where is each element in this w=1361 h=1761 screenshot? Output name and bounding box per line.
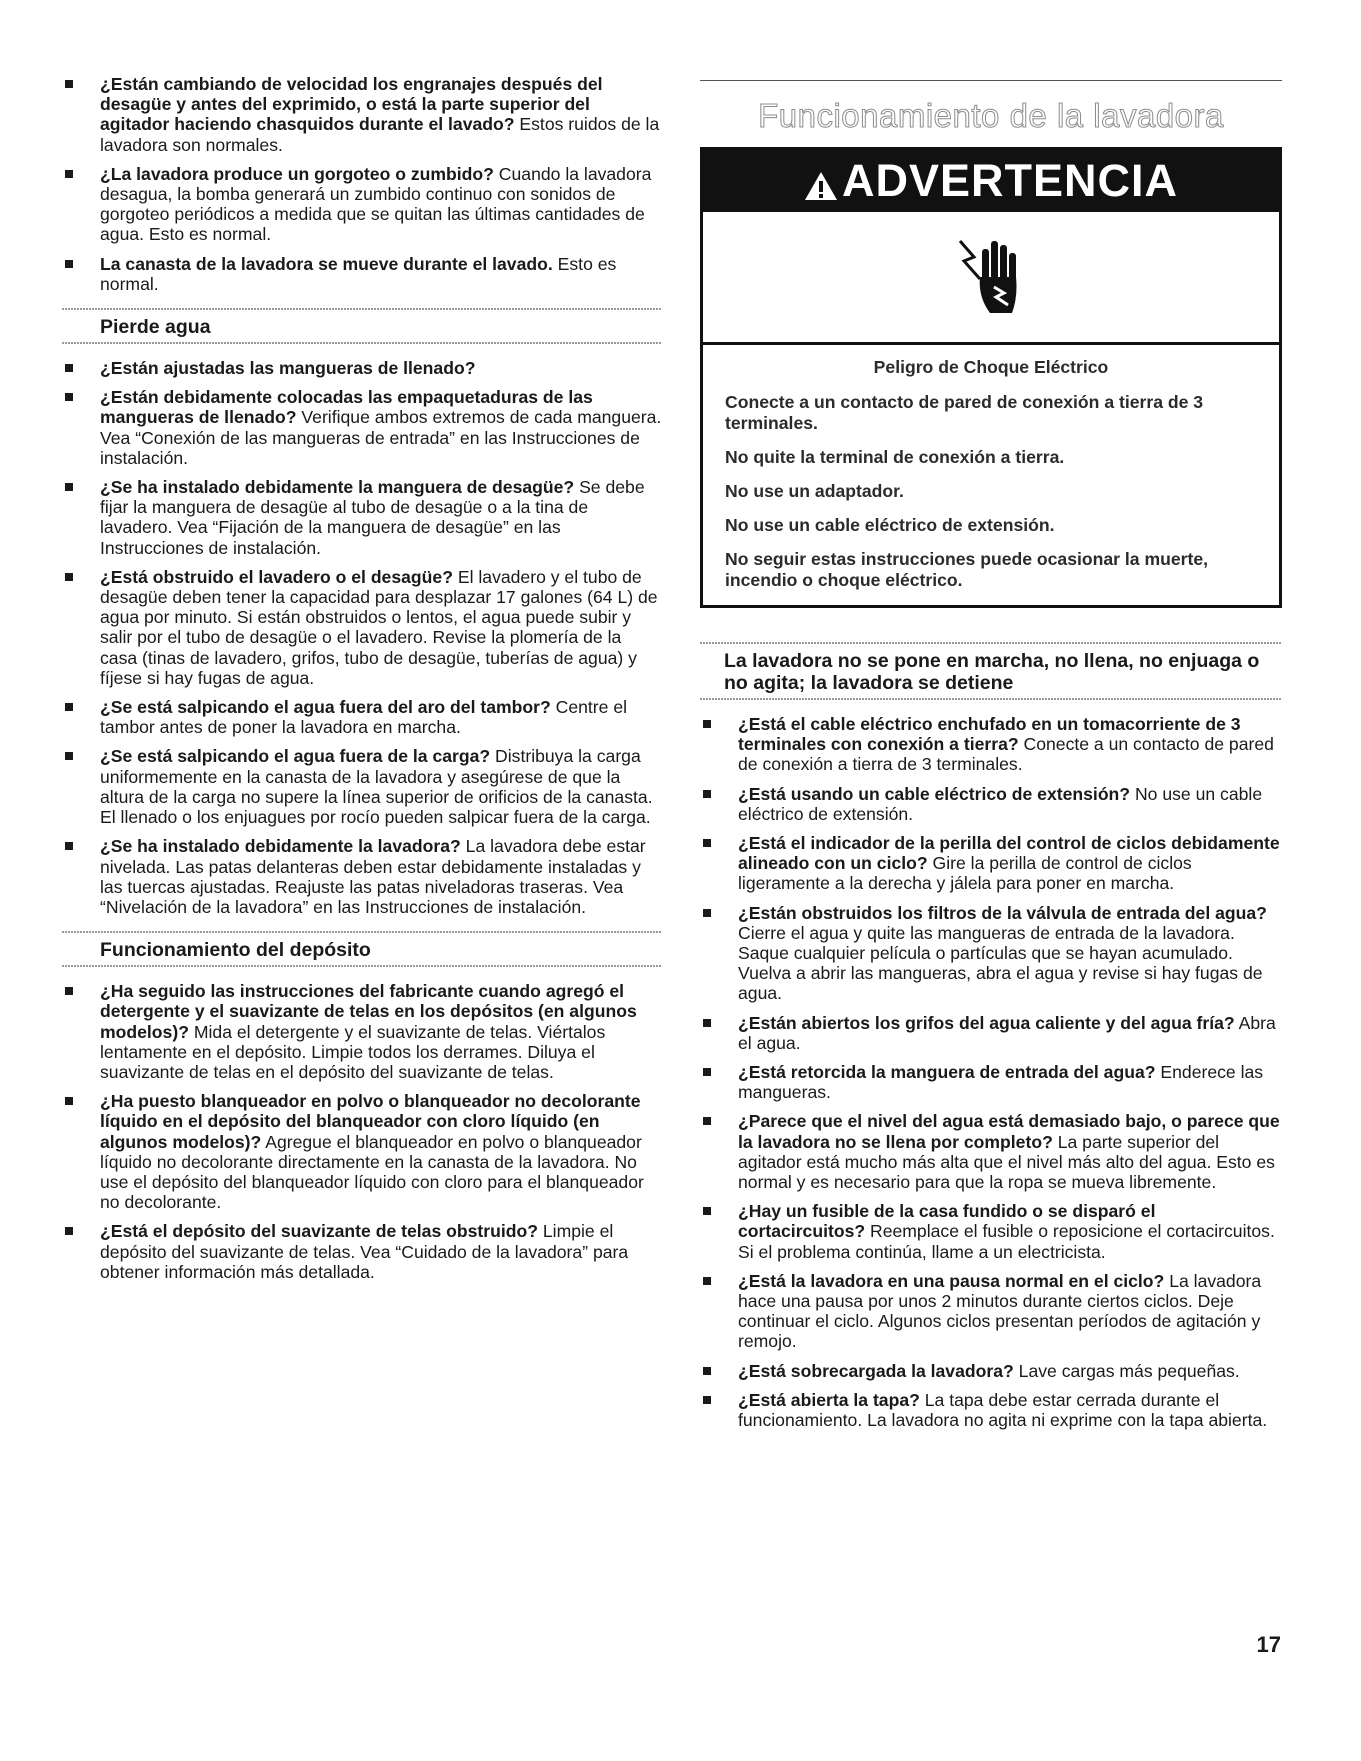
item-question: ¿Está el indicador de la perilla del control de ciclos debidamente alineado con un ciclo? xyxy=(738,833,1280,874)
item-answer: Limpie el depósito del suavizante de telas. Vea “Cuidado de la lavadora” para obtener información más detallada. xyxy=(100,1221,629,1282)
intro-list xyxy=(62,74,662,294)
item-answer: La lavadora hace una pausa por unos 2 minutos durante ciertos ciclos. Deje continuar el ciclo. Algunos ciclos presentan períodos de agitación y remojo. xyxy=(738,1270,1262,1352)
item-question: ¿Está sobrecargada la lavadora? xyxy=(738,1360,1014,1381)
warning-box xyxy=(700,147,1282,608)
warning-icon-area xyxy=(703,212,1279,345)
list-item xyxy=(62,164,662,245)
list-item xyxy=(700,1111,1282,1192)
item-question: ¿Está retorcida la manguera de entrada del agua? xyxy=(738,1062,1156,1083)
warning-triangle-icon xyxy=(804,156,838,218)
not-start-section-heading: La lavadora no se pone en marcha, no llena, no enjuaga o no agita; la lavadora se detiene xyxy=(700,642,1282,700)
list-item xyxy=(700,903,1282,1004)
item-answer: Abra el agua. xyxy=(738,1012,1276,1053)
item-answer: Distribuya la carga uniformemente en la canasta de la lavadora y asegúrese de que la altura de la carga no supere la línea superior de orificios de la canasta. El llenado o los enjuagues por rocío pueden salpicar fuera de la carga. xyxy=(100,746,653,828)
list-item xyxy=(62,567,662,688)
item-answer: La lavadora debe estar nivelada. Las patas delanteras deben estar debidamente instaladas y las tuercas ajustadas. Reajuste las patas niveladoras traseras. Vea “Nivelación de la lavadora” en las Instrucciones de instalación. xyxy=(100,836,646,917)
item-question: ¿Hay un fusible de la casa fundido o se disparó el cortacircuitos? xyxy=(738,1201,1156,1242)
item-answer: Centre el tambor antes de poner la lavadora en marcha. xyxy=(100,697,628,738)
dispenser-section-heading: Funcionamiento del depósito xyxy=(62,931,662,967)
warning-header-text: ADVERTENCIA xyxy=(841,155,1179,206)
item-question: ¿Parece que el nivel del agua está demasiado bajo, o parece que la lavadora no se llena por completo? xyxy=(738,1111,1280,1152)
item-question: ¿Está usando un cable eléctrico de extensión? xyxy=(738,783,1131,804)
list-item xyxy=(62,1091,662,1212)
item-answer: No use un cable eléctrico de extensión. xyxy=(738,783,1263,824)
top-rule xyxy=(700,80,1282,81)
item-question: ¿Se ha instalado debidamente la manguera de desagüe? xyxy=(100,477,575,498)
item-question: ¿Están debidamente colocadas las empaquetaduras de las mangueras de llenado? xyxy=(100,387,593,428)
item-question: ¿Se está salpicando el agua fuera de la carga? xyxy=(100,746,491,767)
item-answer: Conecte a un contacto de pared de conexión a tierra de 3 terminales. xyxy=(738,734,1274,775)
list-item xyxy=(700,1390,1282,1430)
item-answer: Gire la perilla de control de ciclos ligeramente a la derecha y jálela para poner en marcha. xyxy=(738,853,1192,894)
warning-line: No quite la terminal de conexión a tierra. xyxy=(725,447,1065,467)
item-question: ¿Está el depósito del suavizante de telas obstruido? xyxy=(100,1221,538,1242)
warning-line: No use un cable eléctrico de extensión. xyxy=(725,515,1055,535)
warning-header xyxy=(703,150,1279,212)
leak-section-heading: Pierde agua xyxy=(62,308,662,344)
list-item xyxy=(62,697,662,737)
list-item xyxy=(62,836,662,917)
item-answer: Cierre el agua y quite las mangueras de entrada de la lavadora. Saque cualquier película o partículas que se hayan acumulado. Vuelva a abrir las mangueras, abra el agua y revise si hay fugas de agua. xyxy=(738,922,1263,1004)
list-item xyxy=(700,784,1282,824)
electric-shock-hand-icon xyxy=(956,227,1026,328)
list-item xyxy=(700,1201,1282,1262)
item-question: ¿Se está salpicando el agua fuera del aro del tambor? xyxy=(100,697,551,718)
list-item xyxy=(700,714,1282,775)
item-answer: Verifique ambos extremos de cada manguera. Vea “Conexión de las mangueras de entrada” en las Instrucciones de instalación. xyxy=(100,407,662,468)
warning-line: Conecte a un contacto de pared de conexión a tierra de 3 terminales. xyxy=(725,392,1204,433)
item-question: ¿Están obstruidos los filtros de la válvula de entrada del agua? xyxy=(738,902,1267,923)
dispenser-list xyxy=(62,981,662,1282)
item-question: ¿Están abiertos los grifos del agua caliente y del agua fría? xyxy=(738,1012,1235,1033)
list-item xyxy=(62,358,662,378)
item-answer: La parte superior del agitador está mucho más alta que el nivel más alto del agua. Esto es normal y es necesario para que la ropa se mueva libremente. xyxy=(738,1131,1275,1193)
warning-line: No seguir estas instrucciones puede ocasionar la muerte, incendio o choque eléctrico. xyxy=(725,549,1209,590)
item-answer: Enderece las mangueras. xyxy=(738,1062,1264,1103)
operation-section-title: Funcionamiento de la lavadora xyxy=(758,97,1224,134)
item-answer: Reemplace el fusible o reposicione el cortacircuitos. Si el problema continúa, llame a un electricista. xyxy=(738,1221,1275,1262)
not-start-list xyxy=(700,714,1282,1430)
item-answer: Esto es normal. xyxy=(100,253,617,294)
list-item xyxy=(700,1361,1282,1381)
item-question: La canasta de la lavadora se mueve durante el lavado. xyxy=(100,253,553,274)
warning-line: Peligro de Choque Eléctrico xyxy=(873,357,1109,377)
item-question: ¿Están cambiando de velocidad los engranajes después del desagüe y antes del exprimido, o está la parte superior del agitador haciendo chasquidos durante el lavado? xyxy=(100,74,603,135)
item-question: ¿Ha puesto blanqueador en polvo o blanqueador no decolorante líquido en el depósito del blanqueador con cloro líquido (en algunos modelos)? xyxy=(100,1091,641,1152)
item-answer: Lave cargas más pequeñas. xyxy=(1013,1360,1240,1381)
item-answer: Agregue el blanqueador en polvo o blanqueador líquido no decolorante directamente en la canasta de la lavadora. No use el depósito del blanqueador líquido con cloro para el blanqueador no decolorante. xyxy=(100,1131,644,1213)
leak-list xyxy=(62,358,662,917)
item-answer: Cuando la lavadora desagua, la bomba generará un zumbido continuo con sonidos de gorgoteo periódicos a medida que se quitan las últimas cantidades de agua. Esto es normal. xyxy=(100,163,652,245)
list-item xyxy=(62,746,662,827)
list-item xyxy=(62,74,662,155)
right-column xyxy=(700,74,1282,1439)
list-item xyxy=(62,981,662,1082)
item-answer: Estos ruidos de la lavadora son normales. xyxy=(100,114,660,155)
left-column xyxy=(62,74,662,1291)
item-question: ¿Se ha instalado debidamente la lavadora? xyxy=(100,836,461,857)
list-item xyxy=(700,1271,1282,1352)
list-item xyxy=(62,477,662,558)
item-question: ¿Está abierta la tapa? xyxy=(738,1389,920,1410)
item-question: ¿Está obstruido el lavadero o el desagüe? xyxy=(100,566,453,587)
item-question: ¿La lavadora produce un gorgoteo o zumbido? xyxy=(100,163,494,184)
item-question: ¿Está la lavadora en una pausa normal en el ciclo? xyxy=(738,1270,1165,1291)
warning-line: No use un adaptador. xyxy=(725,481,904,501)
list-item xyxy=(700,1013,1282,1053)
list-item xyxy=(62,387,662,468)
item-answer: La tapa debe estar cerrada durante el funcionamiento. La lavadora no agita ni exprime con la tapa abierta. xyxy=(738,1389,1268,1431)
item-answer: El lavadero y el tubo de desagüe deben tener la capacidad para desplazar 17 galones (64 L) de agua por minuto. Si están obstruidos o lentos, el agua puede subir y salir por el tubo de desagüe o el lavadero. Revise la plomería de la casa (tinas de lavadero, grifos, tubo de desagüe, tuberías de agua) y fíjese si hay fugas de agua. xyxy=(100,566,658,688)
item-question: ¿Están ajustadas las mangueras de llenado? xyxy=(100,358,476,379)
item-question: ¿Está el cable eléctrico enchufado en un tomacorriente de 3 terminales con conexión a tierra? xyxy=(738,714,1241,755)
item-answer: Se debe fijar la manguera de desagüe al tubo de desagüe o a la tina de lavadero. Vea “Fijación de la manguera de desagüe” en las Instrucciones de instalación. xyxy=(100,477,645,558)
list-item xyxy=(62,1221,662,1282)
list-item xyxy=(700,833,1282,894)
list-item xyxy=(62,254,662,294)
warning-body xyxy=(703,345,1279,605)
page-number: 17 xyxy=(1256,1632,1281,1657)
item-answer: Mida el detergente y el suavizante de telas. Viértalos lentamente en el depósito. Limpie todos los derrames. Diluya el suavizante de telas en el depósito del suavizante de telas. xyxy=(100,1021,606,1082)
item-question: ¿Ha seguido las instrucciones del fabricante cuando agregó el detergente y el suavizante de telas en los depósitos (en algunos modelos)? xyxy=(100,981,637,1042)
list-item xyxy=(700,1062,1282,1102)
